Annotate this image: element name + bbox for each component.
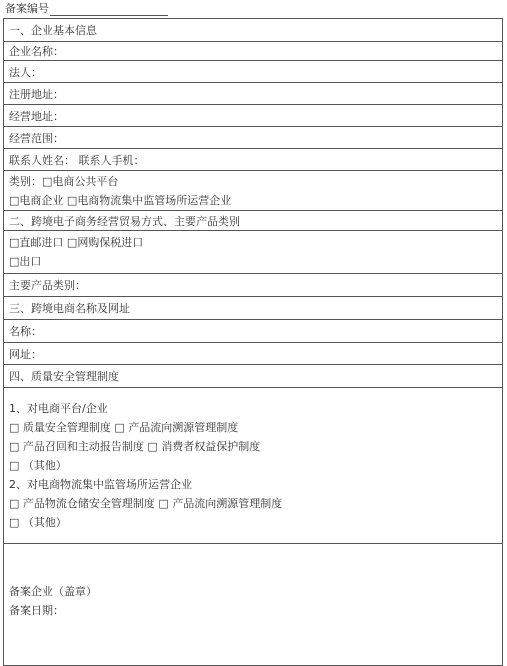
checkbox-icon[interactable]: □ — [9, 440, 20, 453]
business-scope-row — [4, 127, 503, 149]
contact-row — [4, 149, 503, 171]
record-number-header — [5, 2, 168, 16]
record-number-label: 备案编号 — [5, 2, 49, 15]
section-quality-title: 四、质量安全管理制度 — [4, 365, 503, 388]
checkbox-icon[interactable]: □ — [158, 497, 169, 510]
category-option-public-platform: 电商公共平台 — [52, 174, 119, 188]
business-address-row — [4, 105, 503, 127]
checkbox-icon[interactable]: □ — [42, 174, 53, 188]
main-products-row — [4, 274, 503, 297]
category-option-logistics-operator: 电商物流集中监管场所运营企业 — [77, 193, 232, 207]
quality-option-traceability-2: 产品流向溯源管理制度 — [172, 497, 283, 510]
website-row — [4, 343, 503, 365]
company-name-field[interactable]: 企业名称： — [4, 42, 503, 61]
registration-form-table — [3, 18, 503, 666]
checkbox-icon[interactable]: □ — [9, 459, 20, 472]
section-trade-mode-row — [4, 211, 503, 231]
company-seal-label: 备案企业（盖章） — [9, 585, 97, 598]
checkbox-icon[interactable]: □ — [147, 440, 158, 453]
quality-option-other-2: （其他） — [22, 516, 67, 529]
checkbox-icon[interactable]: □ — [9, 516, 20, 529]
quality-option-consumer-rights: 消费者权益保护制度 — [161, 440, 261, 453]
section-basic-info-title: 一、企业基本信息 — [4, 19, 503, 42]
section-platform-title: 三、跨境电商名称及网址 — [4, 297, 503, 320]
section-platform-row — [4, 297, 503, 320]
section-trade-mode-title: 二、跨境电子商务经营贸易方式、主要产品类别 — [4, 211, 503, 231]
signature-cell — [4, 544, 503, 666]
record-date-label: 备案日期： — [9, 604, 64, 617]
checkbox-icon[interactable]: □ — [9, 236, 20, 249]
quality-options-cell — [4, 388, 503, 544]
signature-row — [4, 544, 503, 666]
category-cell — [4, 171, 503, 211]
quality-option-warehouse-safety: 产品物流仓储安全管理制度 — [22, 497, 155, 510]
business-address-field[interactable]: 经营地址： — [4, 105, 503, 127]
quality-options-row — [4, 388, 503, 544]
category-row — [4, 171, 503, 211]
checkbox-icon[interactable]: □ — [66, 236, 78, 249]
registered-address-row — [4, 83, 503, 105]
platform-name-row — [4, 320, 503, 343]
contact-cell — [4, 149, 503, 171]
company-name-row — [4, 42, 503, 61]
checkbox-icon[interactable]: □ — [9, 421, 20, 434]
checkbox-icon[interactable]: □ — [66, 193, 78, 207]
section-quality-row — [4, 365, 503, 388]
quality-option-recall-report: 产品召回和主动报告制度 — [22, 440, 144, 453]
section-basic-info-row — [4, 19, 503, 42]
trade-option-bonded-import: 网购保税进口 — [77, 236, 144, 249]
checkbox-icon[interactable]: □ — [9, 193, 20, 207]
quality-option-traceability: 产品流向溯源管理制度 — [128, 421, 239, 434]
legal-person-field[interactable]: 法人： — [4, 61, 503, 83]
quality-option-safety-management: 质量安全管理制度 — [22, 421, 111, 434]
trade-option-export: 出口 — [19, 255, 42, 268]
trade-options-row — [4, 231, 503, 274]
trade-option-direct-mail-import: 直邮进口 — [19, 236, 64, 249]
quality-option-other-1: （其他） — [22, 459, 67, 472]
checkbox-icon[interactable]: □ — [9, 255, 20, 268]
main-products-field[interactable]: 主要产品类别： — [4, 274, 503, 297]
business-scope-field[interactable]: 经营范围： — [4, 127, 503, 149]
category-option-ecommerce-enterprise: 电商企业 — [19, 193, 64, 207]
record-number-blank[interactable] — [50, 2, 168, 16]
checkbox-icon[interactable]: □ — [114, 421, 125, 434]
legal-person-row — [4, 61, 503, 83]
platform-name-field[interactable]: 名称： — [4, 320, 503, 343]
quality-part1-title: 1、对电商平台/企业 — [9, 402, 108, 415]
contact-name-field[interactable]: 联系人姓名： — [9, 153, 75, 167]
checkbox-icon[interactable]: □ — [9, 497, 20, 510]
trade-options-cell — [4, 231, 503, 274]
contact-phone-field[interactable]: 联系人手机： — [78, 153, 145, 167]
quality-part2-title: 2、对电商物流集中监管场所运营企业 — [9, 478, 192, 491]
website-field[interactable]: 网址： — [4, 343, 503, 365]
registered-address-field[interactable]: 注册地址： — [4, 83, 503, 105]
category-label: 类别： — [9, 174, 42, 188]
